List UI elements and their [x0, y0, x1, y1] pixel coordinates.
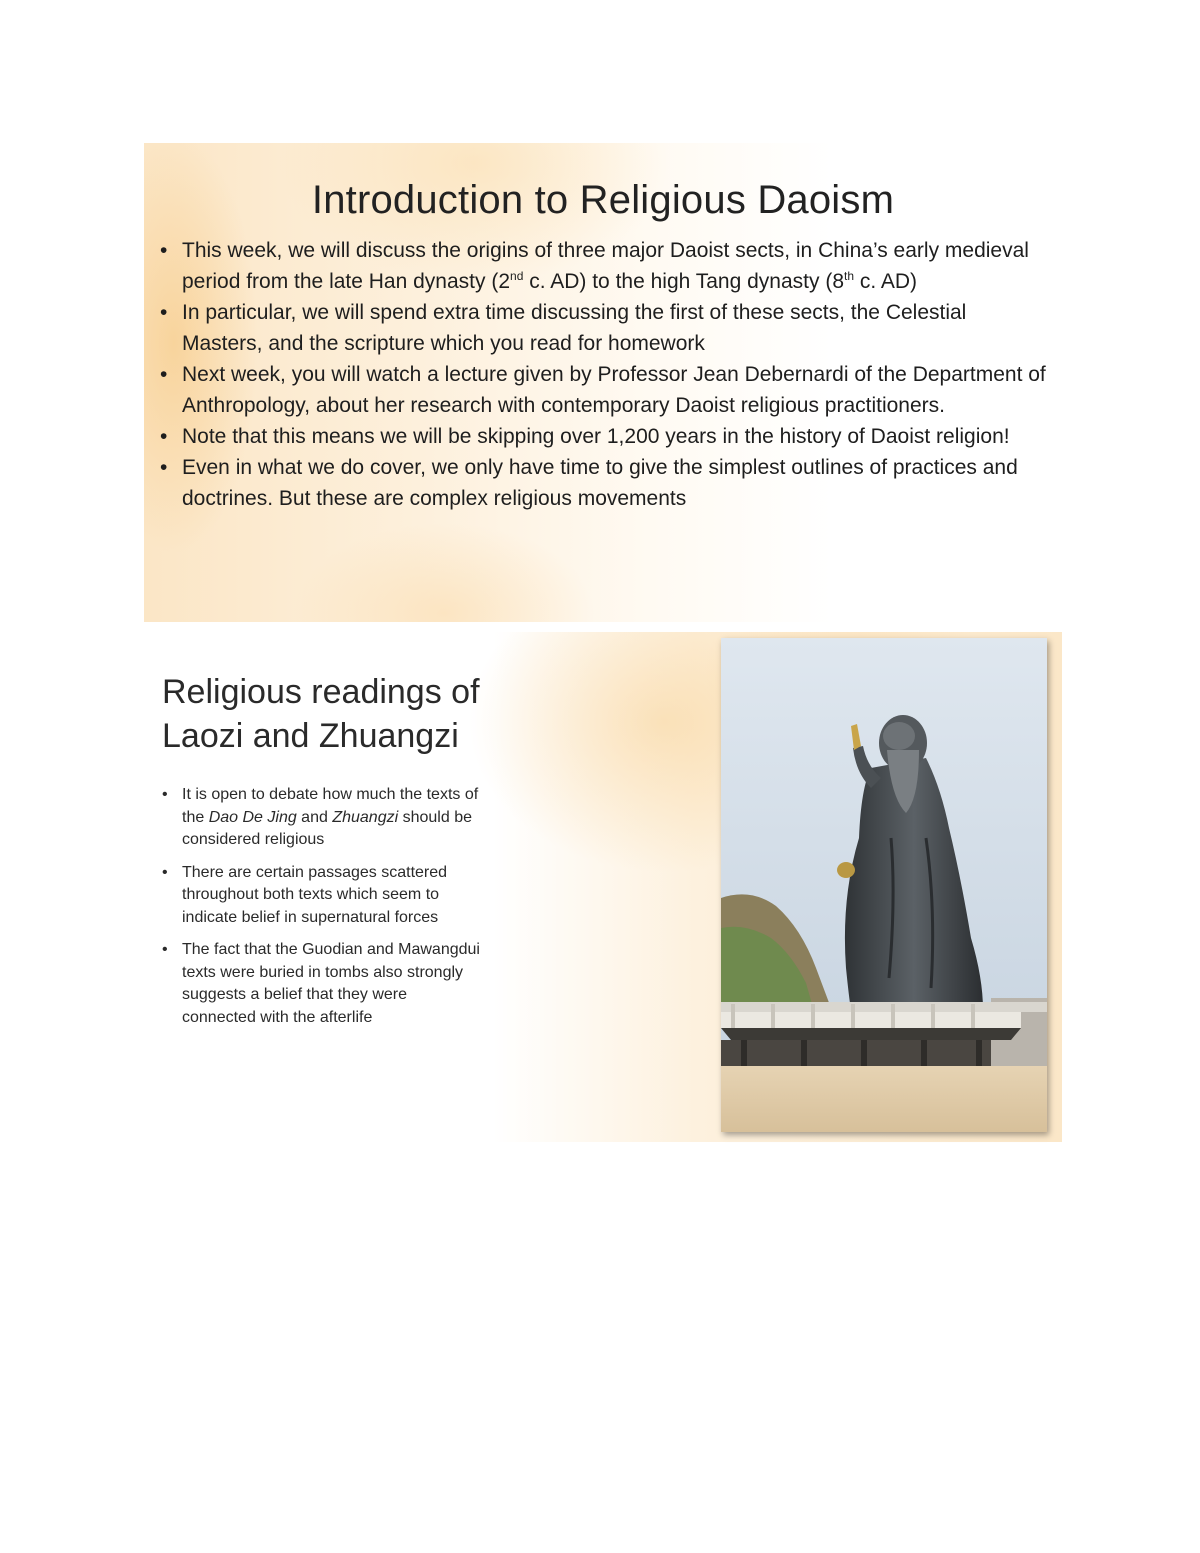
bullet-item: • Next week, you will watch a lecture given by Professor Jean Debernardi of the Department of Anthropology, about her research with contemporary Daoist religious practitioners. — [158, 359, 1048, 421]
bullet-item: • The fact that the Guodian and Mawangdui texts were buried in tombs also strongly suggests a belief that they were connected with the afterlife — [160, 939, 480, 1029]
slide-religious-readings — [144, 632, 1062, 1142]
slide-title: Introduction to Religious Daoism — [311, 177, 895, 222]
laozi-statue-photo — [721, 638, 1047, 1132]
slide-heading: Religious readings of Laozi and Zhuangzi — [162, 673, 480, 756]
slide-introduction — [144, 143, 1062, 622]
bullet-item: • There are certain passages scattered throughout both texts which seem to indicate belief in supernatural forces — [160, 862, 480, 930]
statue-image-icon — [721, 638, 1047, 1132]
bullet-item: • This week, we will discuss the origins of three major Daoist sects, in China’s early medieval period from the late Han dynasty (2nd c. AD) to the high Tang dynasty (8th c. AD) — [158, 235, 1048, 297]
slide-bullet-list — [160, 784, 480, 1039]
slide-bullet-list — [158, 235, 1048, 514]
bullet-item: • In particular, we will spend extra time discussing the first of these sects, the Celestial Masters, and the scripture which you read for homework — [158, 297, 1048, 359]
bullet-item: • Note that this means we will be skipping over 1,200 years in the history of Daoist religion! — [158, 421, 1048, 452]
bullet-item: • Even in what we do cover, we only have time to give the simplest outlines of practices and doctrines. But these are complex religious movements — [158, 452, 1048, 514]
bullet-item: • It is open to debate how much the texts of the Dao De Jing and Zhuangzi should be considered religious — [160, 784, 480, 852]
